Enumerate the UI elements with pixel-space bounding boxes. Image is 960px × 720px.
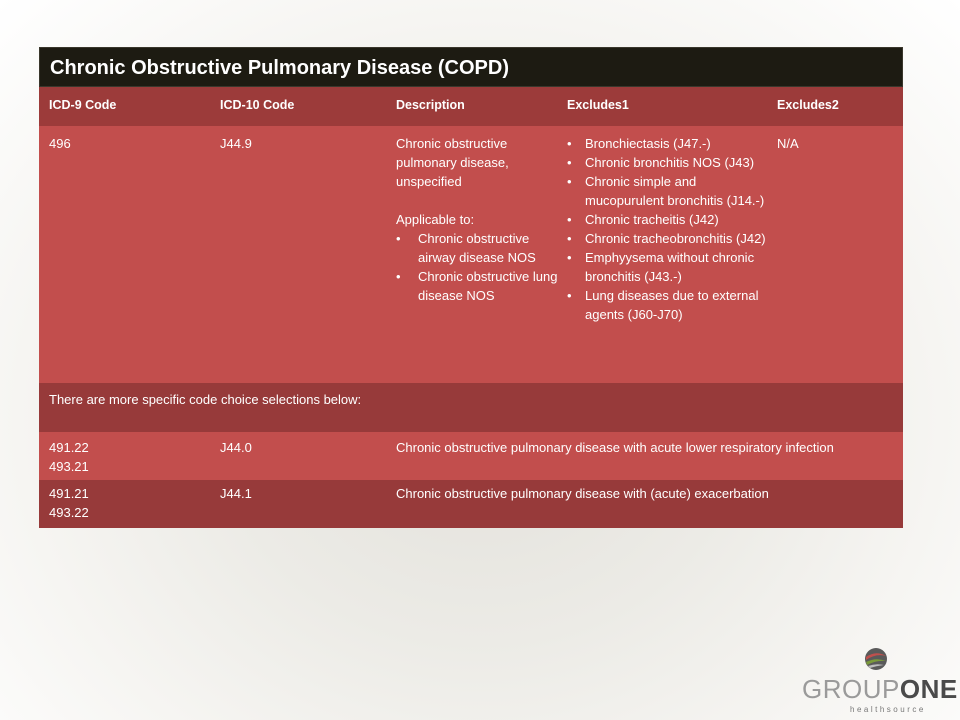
icd9-codes	[49, 438, 219, 476]
header-excludes2: Excludes2	[777, 98, 839, 112]
description-cell: Chronic obstructive pulmonary disease with (acute) exacerbation	[396, 486, 769, 501]
table-row	[39, 480, 903, 528]
icd9-codes	[49, 484, 219, 522]
header-icd10: ICD-10 Code	[220, 98, 295, 112]
excludes1-list	[567, 134, 772, 324]
list-item: • Lung diseases due to external agents (J60-J70)	[567, 286, 772, 324]
icd10-code: J44.9	[220, 136, 252, 151]
icd-code-table	[39, 87, 903, 528]
header-description: Description	[396, 98, 465, 112]
list-item: • Emphyysema without chronic bronchitis (J43.-)	[567, 248, 772, 286]
excludes2-cell: N/A	[777, 136, 799, 151]
table-row	[39, 126, 903, 383]
table-row	[39, 432, 903, 480]
icd10-code: J44.0	[220, 440, 252, 455]
icd9-code: 496	[49, 136, 71, 151]
list-item: • Chronic obstructive airway disease NOS	[396, 229, 561, 267]
description-line: Chronic obstructive	[396, 136, 508, 151]
description-cell: Chronic obstructive pulmonary disease with acute lower respiratory infection	[396, 440, 834, 455]
list-item: • Bronchiectasis (J47.-)	[567, 134, 772, 153]
list-item: • Chronic simple and mucopurulent bronchitis (J14.-)	[567, 172, 772, 210]
logo-word-bold: ONE	[899, 674, 958, 704]
icd9-code: 491.22	[49, 440, 89, 455]
description-cell	[396, 134, 561, 305]
applicable-label: Applicable to:	[396, 212, 475, 227]
note-text: There are more specific code choice selections below:	[49, 392, 362, 407]
excludes1-cell	[567, 134, 772, 324]
description-line: unspecified	[396, 174, 462, 189]
list-item: • Chronic obstructive lung disease NOS	[396, 267, 561, 305]
description-line: pulmonary disease,	[396, 155, 509, 170]
table-header-row	[39, 87, 903, 126]
logo-mark-icon	[864, 647, 888, 671]
header-excludes1: Excludes1	[567, 98, 629, 112]
icd9-code: 493.22	[49, 505, 89, 520]
list-item: • Chronic tracheobronchitis (J42)	[567, 229, 772, 248]
note-row	[39, 383, 903, 432]
logo-wordmark	[802, 675, 958, 703]
header-icd9: ICD-9 Code	[49, 98, 117, 112]
icd9-code: 491.21	[49, 486, 89, 501]
icd9-code: 493.21	[49, 459, 89, 474]
list-item: • Chronic tracheitis (J42)	[567, 210, 772, 229]
logo-word-light: GROUP	[802, 674, 900, 704]
slide-title: Chronic Obstructive Pulmonary Disease (COPD)	[39, 47, 903, 87]
applicable-list	[396, 229, 561, 305]
logo-tagline: healthsource	[850, 705, 926, 714]
icd10-code: J44.1	[220, 486, 252, 501]
groupone-logo	[800, 645, 958, 715]
list-item: • Chronic bronchitis NOS (J43)	[567, 153, 772, 172]
